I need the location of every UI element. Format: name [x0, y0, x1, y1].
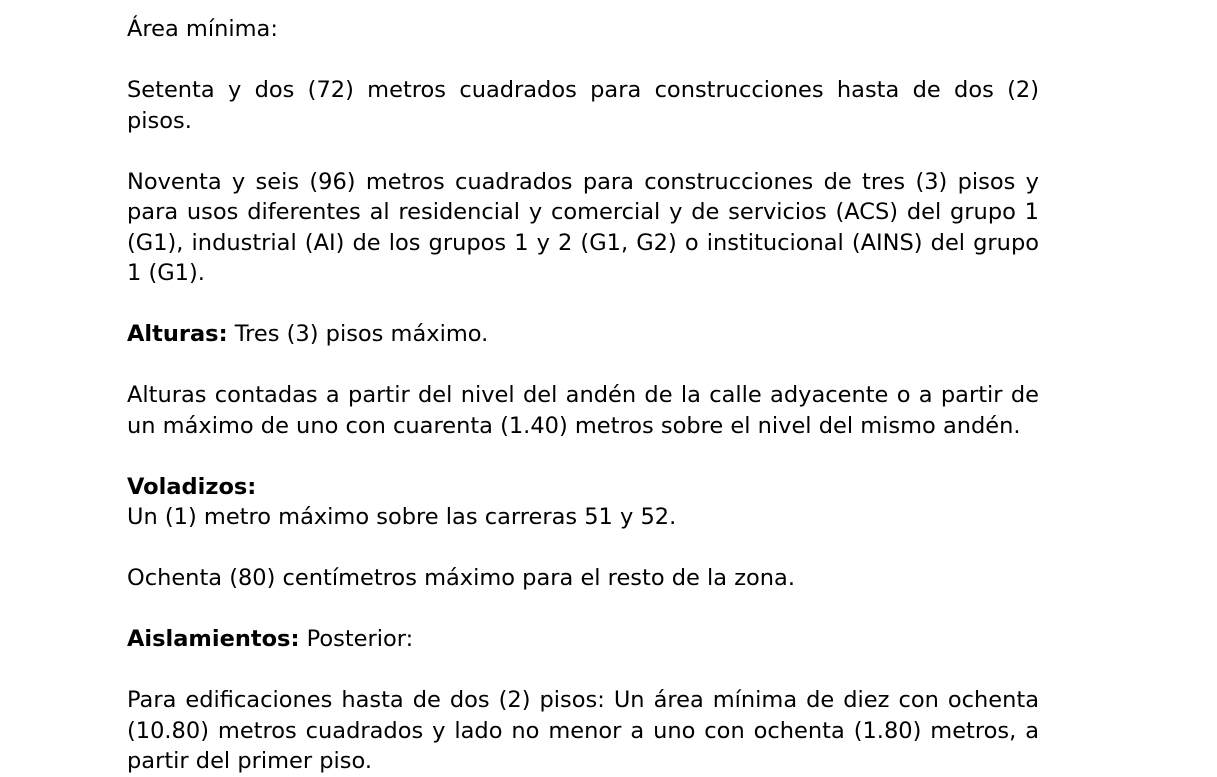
aislamientos-paragraph-2: Para edificaciones hasta de dos (2) pisos: Un área mínima de diez con ochenta (10.80) metros cuadrados y lado no menor a uno con ochenta (1.80) metros, a partir del primer piso. [127, 687, 1039, 774]
area-paragraph-2: Noventa y seis (96) metros cuadrados para construcciones de tres (3) pisos y para usos diferentes al residencial y comercial y de servicios (ACS) del grupo 1 (G1), industrial (AI) de los grupos 1 y 2 (G1, G2) o institucional (AINS) del grupo 1 (G1). [127, 168, 1039, 286]
voladizos-heading [127, 472, 1039, 503]
document-page [127, 14, 1039, 777]
alturas-label: Alturas: [127, 321, 228, 347]
alturas-paragraph [127, 319, 1039, 350]
area-paragraph-1: Setenta y dos (72) metros cuadrados para construcciones hasta de dos (2) pisos. [127, 77, 1039, 134]
aislamientos-paragraph [127, 624, 1039, 655]
voladizos-paragraph-1: Un (1) metro máximo sobre las carreras 51 y 52. [127, 504, 677, 530]
voladizos-label: Voladizos: [127, 473, 257, 500]
alturas-paragraph-2: Alturas contadas a partir del nivel del andén de la calle adyacente o a partir de un máximo de uno con cuarenta (1.40) metros sobre el nivel del mismo andén. [127, 382, 1039, 439]
alturas-text: Tres (3) pisos máximo. [227, 321, 489, 347]
voladizos-paragraph-2: Ochenta (80) centímetros máximo para el resto de la zona. [127, 565, 795, 591]
aislamientos-text: Posterior: [299, 626, 414, 652]
aislamientos-label: Aislamientos: [127, 626, 300, 652]
area-heading: Área mínima: [127, 16, 278, 42]
